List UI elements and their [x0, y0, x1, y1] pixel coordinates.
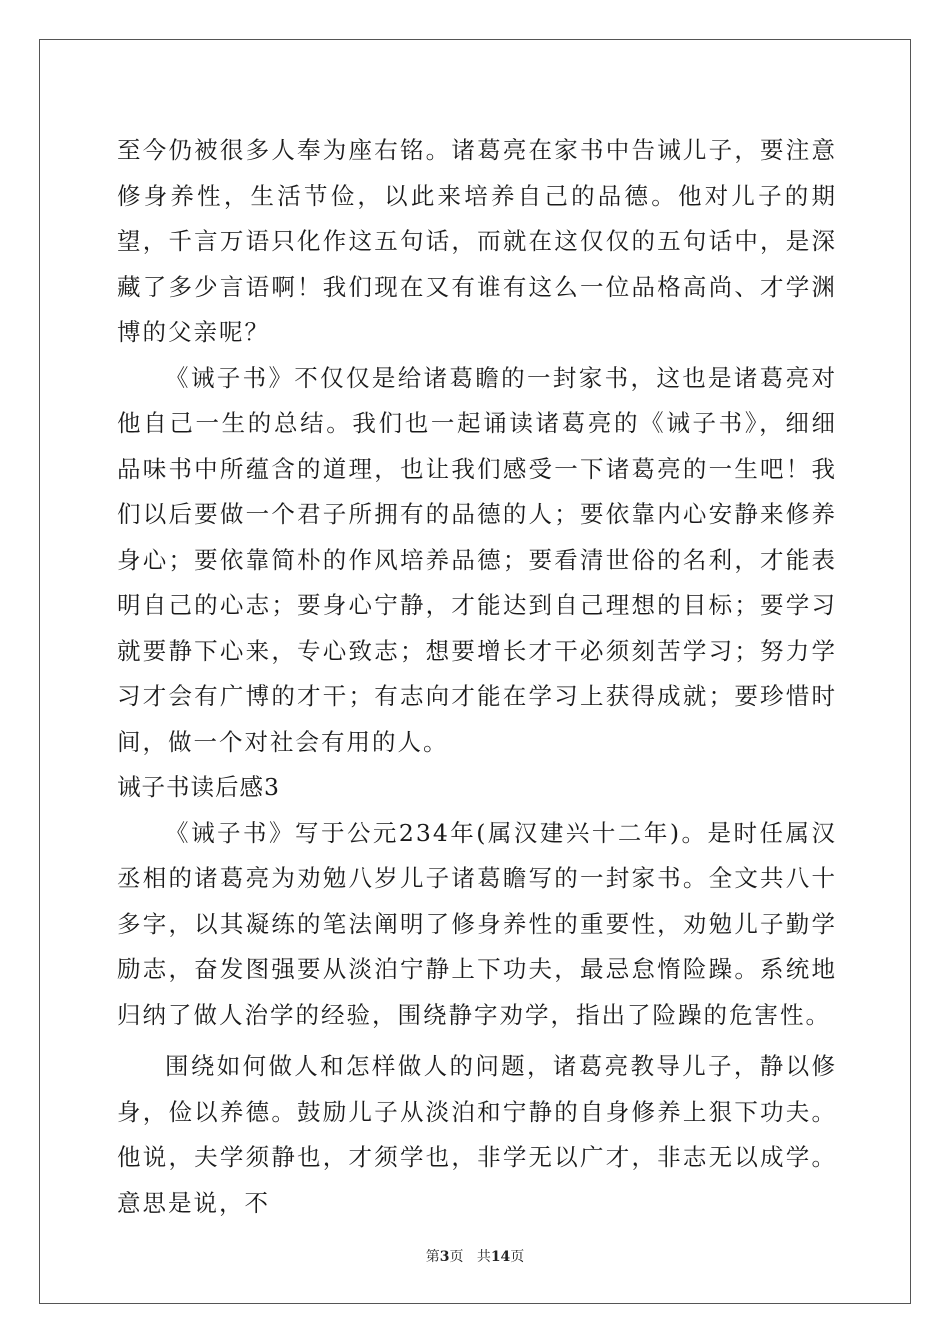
- document-body: [117, 128, 837, 1226]
- paragraph-summary: 《诫子书》不仅仅是给诸葛瞻的一封家书，这也是诸葛亮对他自己一生的总结。我们也一起诵读诸葛亮的《诫子书》，细细品味书中所蕴含的道理，也让我们感受一下诸葛亮的一生吧！我们以后要做一个君子所拥有的品德的人；要依靠内心安静来修养身心；要依靠简朴的作风培养品德；要看清世俗的名利，才能表明自己的心志；要身心宁静，才能达到自己理想的目标；要学习就要静下心来，专心致志；想要增长才干必须刻苦学习；努力学习才会有广博的才干；有志向才能在学习上获得成就；要珍惜时间，做一个对社会有用的人。: [117, 363, 837, 756]
- page-footer: [0, 1246, 950, 1266]
- paragraph-teaching: 围绕如何做人和怎样做人的问题，诸葛亮教导儿子，静以修身，俭以养德。鼓励儿子从淡泊和宁静的自身修养上狠下功夫。他说，夫学须静也，才须学也，非学无以广才，非志无以成学。意思是说，不: [117, 1052, 837, 1217]
- page-prefix: 第: [425, 1249, 440, 1265]
- paragraph-background: 《诫子书》写于公元234年(属汉建兴十二年)。是时任属汉丞相的诸葛亮为劝勉八岁儿子诸葛瞻写的一封家书。全文共八十多字，以其凝练的笔法阐明了修身养性的重要性，劝勉儿子勤学励志，奋发图强要从淡泊宁静上下功夫，最忌怠惰险躁。系统地归纳了做人治学的经验，围绕静字劝学，指出了险躁的危害性。: [117, 818, 837, 1029]
- total-prefix: 共: [476, 1249, 491, 1265]
- total-unit: 页: [510, 1249, 525, 1265]
- total-pages: 14: [490, 1249, 511, 1265]
- section-heading: 诫子书读后感3: [117, 773, 280, 801]
- page-number: 3: [439, 1249, 450, 1265]
- paragraph-continuation: 至今仍被很多人奉为座右铭。诸葛亮在家书中告诫儿子，要注意修身养性，生活节俭，以此来培养自己的品德。他对儿子的期望，千言万语只化作这五句话，而就在这仅仅的五句话中，是深藏了多少言语啊！我们现在又有谁有这么一位品格高尚、才学渊博的父亲呢？: [117, 136, 837, 346]
- page-unit: 页: [449, 1249, 464, 1265]
